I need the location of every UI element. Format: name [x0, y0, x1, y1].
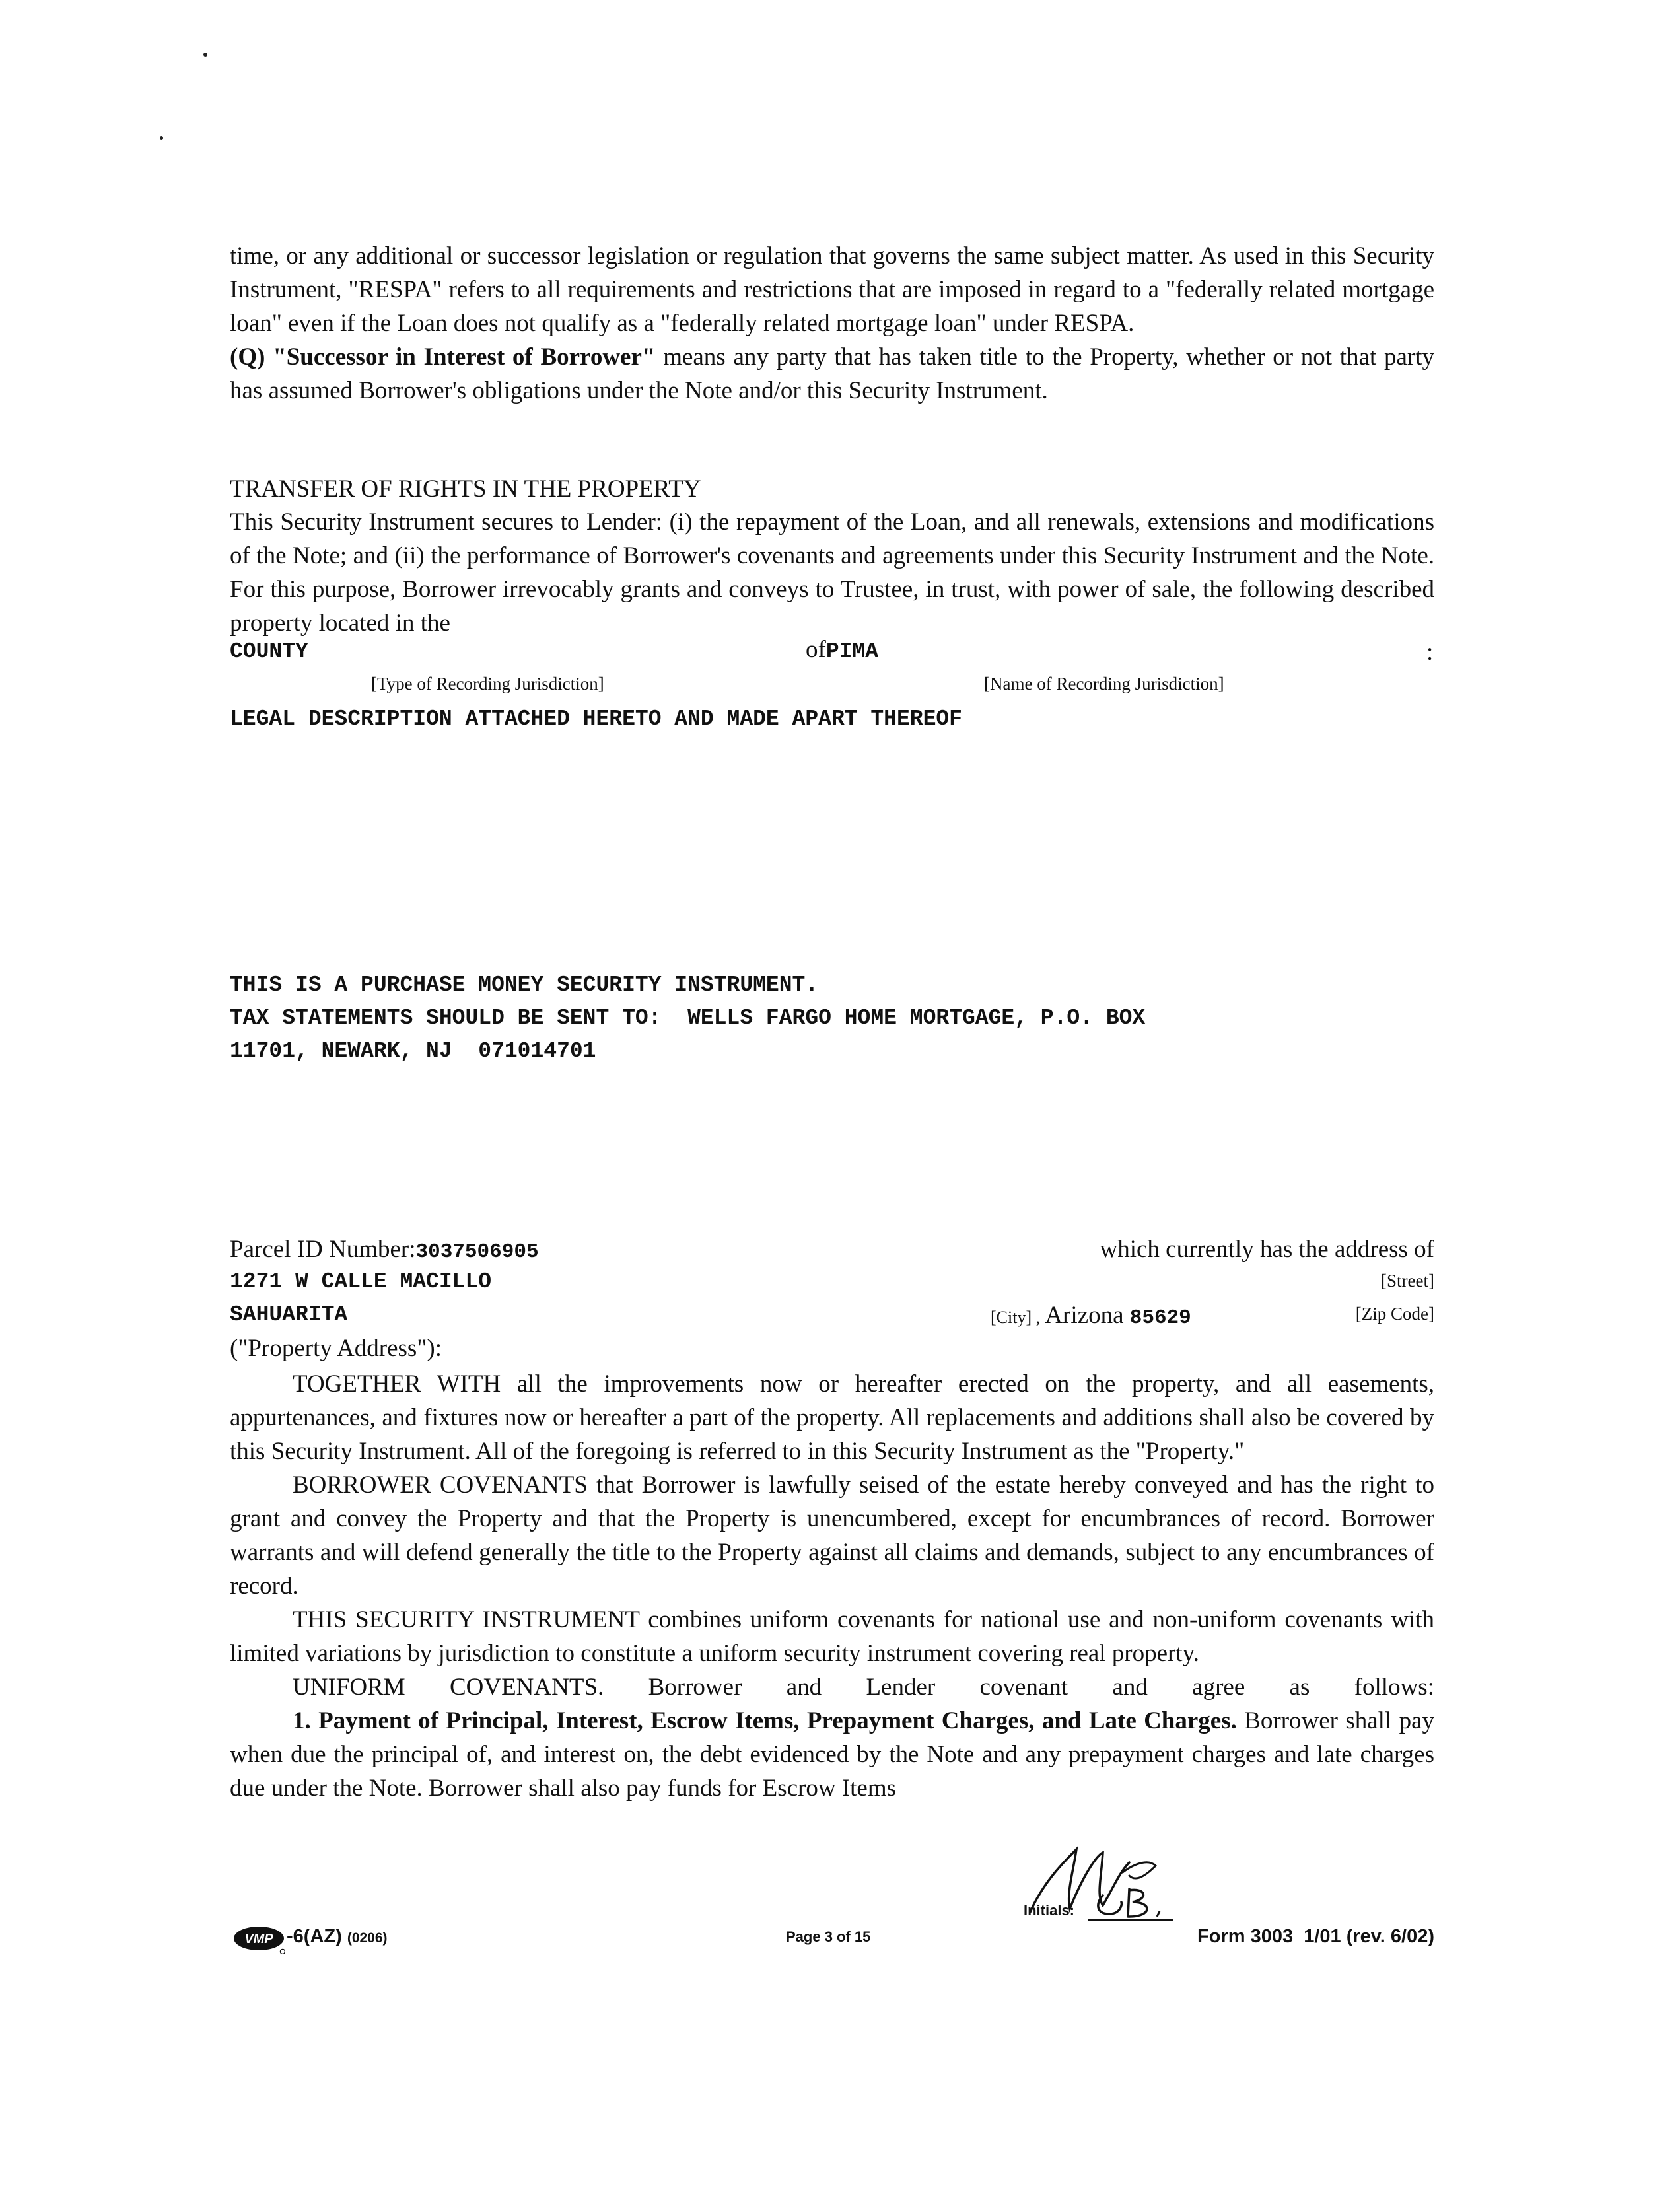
jurisdiction-name: PIMA [825, 639, 879, 664]
scan-speck [203, 53, 207, 57]
item-1: 1. Payment of Principal, Interest, Escrow Items, Prepayment Charges, and Late Charges. Borrower shall pay when due the principal of, and interest on, the debt evidenced by the Note and any prepayment charges and late charges due under the Note. Borrower shall also pay funds for Escrow Items [230, 1707, 1434, 1802]
notice-tax-address: 11701, NEWARK, NJ 071014701 [230, 1039, 596, 1063]
borrower-covenants: BORROWER COVENANTS that Borrower is lawfully seised of the estate hereby conveyed and has the right to grant and convey the Property and that the Property is unencumbered, except for encumbrances of record. Borrower warrants and will defend generally the title to the Property against all claims and demands, subject to any encumbrances of record. [230, 1471, 1434, 1600]
type-caption: [Type of Recording Jurisdiction] [371, 674, 604, 693]
covenants-body [230, 1367, 1434, 1805]
name-caption: [Name of Recording Jurisdiction] [984, 674, 1224, 693]
street-address: 1271 W CALLE MACILLO [230, 1269, 492, 1294]
city: SAHUARITA [230, 1302, 348, 1327]
parcel-number: 3037506905 [415, 1240, 539, 1263]
vmp-logo [232, 1925, 285, 1954]
parcel-id: Parcel ID Number:3037506905 [230, 1236, 539, 1263]
successor-definition: (Q) "Successor in Interest of Borrower" means any party that has taken title to the Property, whether or not that party has assumed Borrower's obligations under the Note and/or this Security Instrument. [230, 343, 1435, 404]
zip-caption: [Zip Code] [1355, 1304, 1434, 1324]
city-state-zip: [City] , Arizona 85629 [991, 1302, 1191, 1329]
property-address-label: ("Property Address"): [230, 1335, 442, 1362]
together-with: TOGETHER WITH all the improvements now or hereafter erected on the property, and all easements, appurtenances, and fixtures now or hereafter a part of the property. All replacements and additions shall also be covered by this Security Instrument. All of the foregoing is referred to in this Security Instrument as the "Property." [230, 1370, 1434, 1465]
legal-description: LEGAL DESCRIPTION ATTACHED HERETO AND MADE APART THEREOF [230, 707, 962, 731]
notice-purchase-money: THIS IS A PURCHASE MONEY SECURITY INSTRUMENT. [230, 973, 819, 997]
this-instrument: THIS SECURITY INSTRUMENT combines uniform covenants for national use and non-uniform covenants with limited variations by jurisdiction to constitute a uniform security instrument covering real property. [230, 1606, 1434, 1667]
transfer-heading: TRANSFER OF RIGHTS IN THE PROPERTY [230, 476, 701, 503]
initials-label: Initials: [1024, 1902, 1075, 1919]
respa-definition: time, or any additional or successor legislation or regulation that governs the same subject matter. As used in this Security Instrument, "RESPA" refers to all requirements and restrictions that are imposed in regard to a "federally related mortgage loan" even if the Loan does not qualify as a "federally related mortgage loan" under RESPA. (Q) "Successor in Interest of Borrower" means any party that has taken title to the Property, whether or not that party has assumed Borrower's obligations under the Note and/or this Security Instrument. [230, 239, 1434, 408]
uniform-covenants: UNIFORM COVENANTS. Borrower and Lender covenant and agree as follows: [293, 1674, 1434, 1701]
initials-signature [1004, 1836, 1202, 1929]
svg-text:VMP: VMP [244, 1932, 273, 1946]
jurisdiction-of: ofPIMA [806, 636, 879, 664]
jurisdiction-type: COUNTY [230, 639, 308, 664]
scan-speck [160, 136, 163, 140]
street-caption: [Street] [1381, 1271, 1434, 1291]
jurisdiction-colon: : [1426, 639, 1434, 666]
zip-code: 85629 [1129, 1306, 1191, 1329]
form-code: -6(AZ) (0206) [287, 1926, 388, 1947]
address-intro: which currently has the address of [1100, 1236, 1434, 1263]
notice-tax-statements: TAX STATEMENTS SHOULD BE SENT TO: WELLS FARGO HOME MORTGAGE, P.O. BOX [230, 1006, 1146, 1030]
page-number: Page 3 of 15 [786, 1929, 871, 1945]
form-number: Form 3003 1/01 (rev. 6/02) [1197, 1926, 1434, 1947]
transfer-text: This Security Instrument secures to Lender: (i) the repayment of the Loan, and all renewals, extensions and modifications of the Note; and (ii) the performance of Borrower's covenants and agreements under this Security Instrument and the Note. For this purpose, Borrower irrevocably grants and conveys to Trustee, in trust, with power of sale, the following described property located in the [230, 509, 1434, 637]
